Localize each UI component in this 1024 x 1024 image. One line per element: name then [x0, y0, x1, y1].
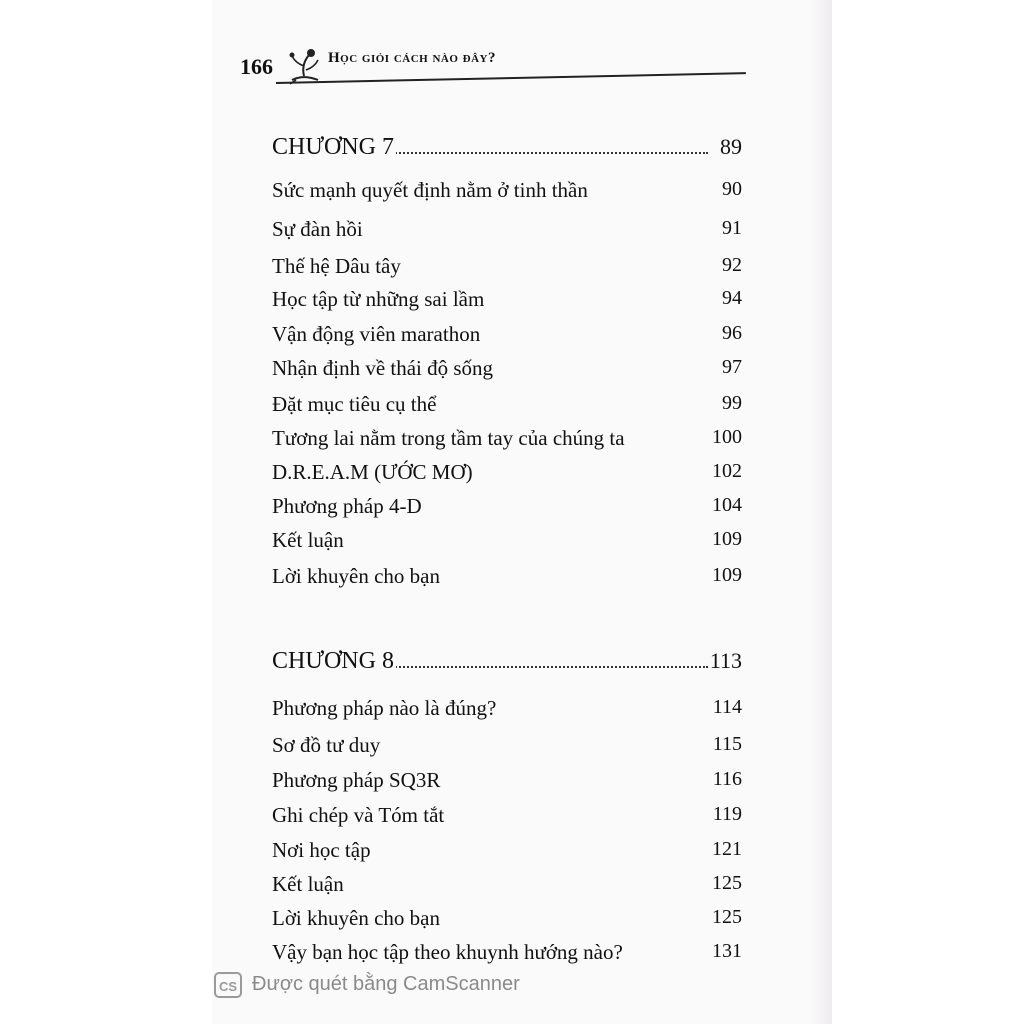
entry-title: Vậy bạn học tập theo khuynh hướng nào?: [272, 940, 623, 964]
entry-title: Sơ đồ tư duy: [272, 733, 381, 757]
toc-entry: [272, 287, 742, 317]
entry-title: Lời khuyên cho bạn: [272, 906, 440, 930]
leader-dots: [392, 152, 708, 154]
toc-entry: [272, 460, 742, 490]
toc-entry: [272, 528, 742, 558]
entry-page: 91: [722, 217, 742, 239]
entry-title: Sự đàn hồi: [272, 217, 363, 241]
entry-title: Vận động viên marathon: [272, 322, 481, 346]
floral-ornament-icon: [286, 46, 322, 86]
entry-title: Nơi học tập: [272, 838, 371, 862]
entry-title: Kết luận: [272, 528, 344, 552]
entry-title: Phương pháp nào là đúng?: [272, 696, 497, 720]
toc-entry: [272, 940, 742, 970]
entry-page: 96: [722, 322, 742, 344]
toc-entry: [272, 356, 742, 386]
toc-entry: [272, 803, 742, 833]
entry-page: 125: [712, 906, 742, 928]
entry-page: 114: [712, 696, 742, 718]
entry-title: Thế hệ Dâu tây: [272, 254, 401, 278]
entry-page: 119: [712, 803, 742, 825]
chapter-page: 89: [720, 134, 742, 159]
entry-title: Nhận định về thái độ sống: [272, 356, 494, 380]
chapter-heading: [272, 648, 742, 682]
toc-entry: [272, 906, 742, 936]
watermark-text: Được quét bằng CamScanner: [252, 973, 520, 995]
entry-title: Học tập từ những sai lầm: [272, 287, 485, 311]
entry-title: Sức mạnh quyết định nằm ở tinh thần: [272, 178, 588, 202]
page-number: 166: [240, 54, 273, 79]
toc-entry: [272, 254, 742, 284]
entry-title: Ghi chép và Tóm tắt: [272, 803, 445, 827]
entry-page: 92: [722, 254, 742, 276]
chapter-label: CHƯƠNG 7: [272, 134, 394, 160]
toc-entry: [272, 564, 742, 594]
entry-page: 109: [712, 564, 742, 586]
entry-page: 104: [712, 494, 742, 516]
header-rule: [276, 72, 746, 84]
toc-entry: [272, 392, 742, 422]
entry-page: 99: [722, 392, 742, 414]
entry-page: 115: [712, 733, 742, 755]
toc-entry: [272, 178, 742, 208]
running-head: [240, 46, 752, 96]
book-title: Học giỏi cách nào đây?: [328, 50, 497, 66]
entry-title: Kết luận: [272, 872, 344, 896]
toc-entry: [272, 426, 742, 456]
toc-entry: [272, 696, 742, 726]
entry-page: 116: [712, 768, 742, 790]
entry-page: 100: [712, 426, 742, 448]
entry-page: 109: [712, 528, 742, 550]
leader-dots: [392, 666, 708, 668]
toc-entry: [272, 768, 742, 798]
camscanner-logo-icon: CS: [214, 972, 242, 998]
entry-page: 121: [712, 838, 742, 860]
chapter-label: CHƯƠNG 8: [272, 648, 394, 674]
toc-entry: [272, 838, 742, 868]
entry-title: D.R.E.A.M (ƯỚC MƠ): [272, 460, 473, 484]
entry-page: 102: [712, 460, 742, 482]
entry-title: Phương pháp 4-D: [272, 494, 422, 518]
toc-entry: [272, 872, 742, 902]
chapter-heading: [272, 134, 742, 168]
entry-page: 125: [712, 872, 742, 894]
entry-page: 94: [722, 287, 742, 309]
entry-title: Đặt mục tiêu cụ thể: [272, 392, 437, 416]
entry-page: 131: [712, 940, 742, 962]
entry-title: Tương lai nằm trong tầm tay của chúng ta: [272, 426, 625, 450]
toc-entry: [272, 494, 742, 524]
entry-title: Phương pháp SQ3R: [272, 768, 441, 792]
toc-entry: [272, 322, 742, 352]
entry-title: Lời khuyên cho bạn: [272, 564, 440, 588]
entry-page: 90: [722, 178, 742, 200]
toc-entry: [272, 733, 742, 763]
toc-entry: [272, 217, 742, 247]
entry-page: 97: [722, 356, 742, 378]
chapter-page: 113: [709, 648, 742, 673]
